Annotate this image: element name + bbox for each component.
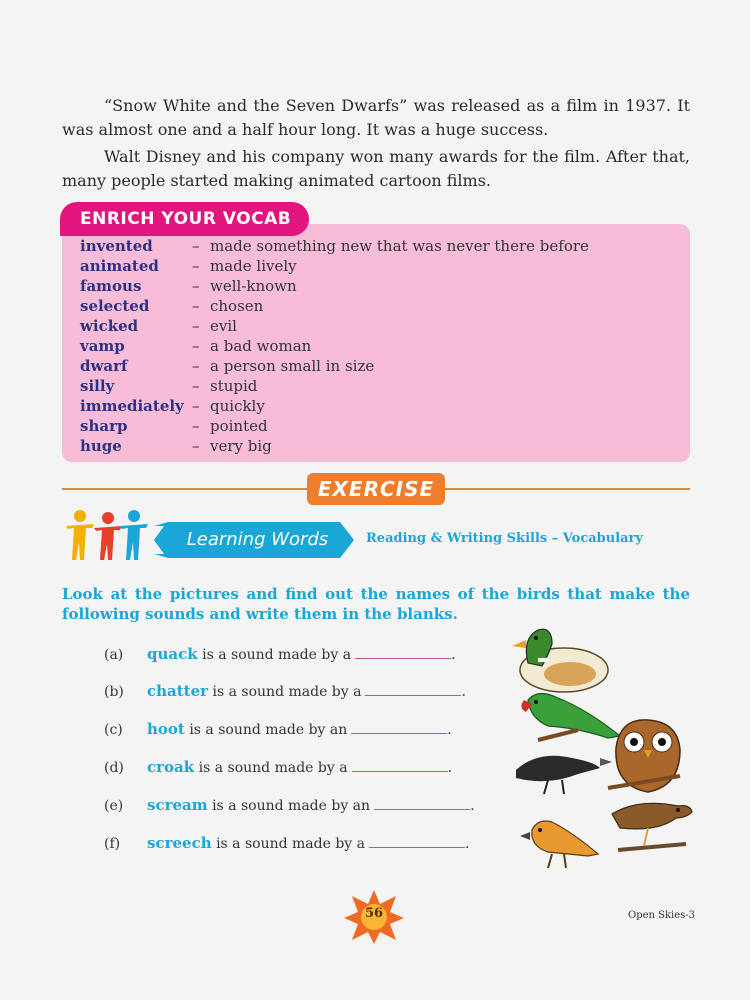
vocab-item: animated – made lively bbox=[80, 257, 297, 275]
question-label: (a) bbox=[104, 647, 124, 663]
vocab-word: invented bbox=[80, 237, 153, 255]
skills-label: Reading & Writing Skills – Vocabulary bbox=[366, 531, 643, 546]
vocab-definition: made lively bbox=[210, 257, 297, 275]
question-label: (c) bbox=[104, 722, 123, 738]
vocab-definition: a person small in size bbox=[210, 357, 375, 375]
birds-illustration bbox=[508, 618, 698, 878]
vocab-definition: evil bbox=[210, 317, 237, 335]
vocab-item: sharp – pointed bbox=[80, 417, 268, 435]
vocab-word: sharp bbox=[80, 417, 128, 435]
vocab-definition: a bad woman bbox=[210, 337, 312, 355]
vocab-definition: very big bbox=[210, 437, 272, 455]
answer-blank[interactable] bbox=[369, 833, 465, 848]
question-row: (f) screech is a sound made by a . bbox=[104, 832, 469, 854]
question-label: (b) bbox=[104, 684, 124, 700]
sound-word: quack bbox=[147, 645, 198, 663]
answer-blank[interactable] bbox=[355, 644, 451, 659]
question-row: (e) scream is a sound made by an . bbox=[104, 794, 475, 816]
paragraph-awards: Walt Disney and his company won many awards for the film. After that, many people started making animated cartoon films. bbox=[62, 147, 690, 190]
kids-icon bbox=[62, 508, 152, 562]
question-text: is a sound made by a bbox=[212, 684, 362, 700]
sound-word: chatter bbox=[147, 682, 209, 700]
vocab-list bbox=[80, 236, 589, 456]
eagle-illustration bbox=[612, 803, 692, 850]
vocab-word: silly bbox=[80, 377, 115, 395]
vocab-definition: made something new that was never there before bbox=[210, 237, 589, 255]
question-row: (d) croak is a sound made by a . bbox=[104, 756, 452, 778]
answer-blank[interactable] bbox=[365, 681, 461, 696]
vocab-item: wicked – evil bbox=[80, 317, 237, 335]
book-title: Open Skies-3 bbox=[628, 910, 696, 921]
vocab-item: silly – stupid bbox=[80, 377, 258, 395]
vocab-word: animated bbox=[80, 257, 159, 275]
vocab-definition: quickly bbox=[210, 397, 265, 415]
question-text: is a sound made by a bbox=[202, 647, 352, 663]
small-bird-illustration bbox=[520, 821, 598, 868]
owl-illustration bbox=[608, 720, 680, 792]
answer-blank[interactable] bbox=[374, 795, 470, 810]
vocab-title: ENRICH YOUR VOCAB bbox=[62, 204, 307, 234]
vocab-item: famous – well-known bbox=[80, 277, 297, 295]
vocab-item: invented – made something new that was never there before bbox=[80, 237, 589, 255]
vocab-definition: well-known bbox=[210, 277, 297, 295]
sound-word: hoot bbox=[147, 720, 185, 738]
vocab-word: vamp bbox=[80, 337, 125, 355]
question-text: is a sound made by an bbox=[189, 722, 348, 738]
page-number: 56 bbox=[364, 906, 384, 921]
question-row: (a) quack is a sound made by a . bbox=[104, 643, 456, 665]
vocab-item: huge – very big bbox=[80, 437, 272, 455]
vocab-item: dwarf – a person small in size bbox=[80, 357, 375, 375]
question-label: (e) bbox=[104, 798, 124, 814]
crow-illustration bbox=[516, 756, 612, 794]
exercise-badge: EXERCISE bbox=[307, 473, 445, 505]
vocab-definition: pointed bbox=[210, 417, 268, 435]
paragraph-film-release: “Snow White and the Seven Dwarfs” was released as a film in 1937. It was almost one and a half hour long. It was a huge success. bbox=[62, 96, 690, 139]
duck-illustration bbox=[512, 629, 608, 692]
vocab-word: wicked bbox=[80, 317, 139, 335]
vocab-word: famous bbox=[80, 277, 142, 295]
question-text: is a sound made by a bbox=[198, 760, 348, 776]
vocab-word: immediately bbox=[80, 397, 184, 415]
sound-word: scream bbox=[147, 796, 208, 814]
exercise-instruction: Look at the pictures and find out the names of the birds that make the following sounds and write them in the blanks. bbox=[62, 585, 690, 623]
vocab-word: huge bbox=[80, 437, 122, 455]
answer-blank[interactable] bbox=[352, 757, 448, 772]
question-text: is a sound made by an bbox=[212, 798, 371, 814]
question-text: is a sound made by a bbox=[216, 836, 366, 852]
question-row: (b) chatter is a sound made by a . bbox=[104, 680, 466, 702]
question-label: (f) bbox=[104, 836, 121, 852]
vocab-word: dwarf bbox=[80, 357, 128, 375]
vocab-item: selected – chosen bbox=[80, 297, 264, 315]
question-row: (c) hoot is a sound made by an . bbox=[104, 718, 452, 740]
answer-blank[interactable] bbox=[351, 719, 447, 734]
vocab-definition: chosen bbox=[210, 297, 264, 315]
vocab-item: vamp – a bad woman bbox=[80, 337, 312, 355]
sound-word: croak bbox=[147, 758, 195, 776]
vocab-definition: stupid bbox=[210, 377, 258, 395]
vocab-word: selected bbox=[80, 297, 150, 315]
learning-words-title: Learning Words bbox=[186, 529, 329, 550]
sound-word: screech bbox=[147, 834, 212, 852]
vocab-item: immediately – quickly bbox=[80, 397, 265, 415]
question-label: (d) bbox=[104, 760, 124, 776]
parrot-illustration bbox=[521, 693, 620, 740]
